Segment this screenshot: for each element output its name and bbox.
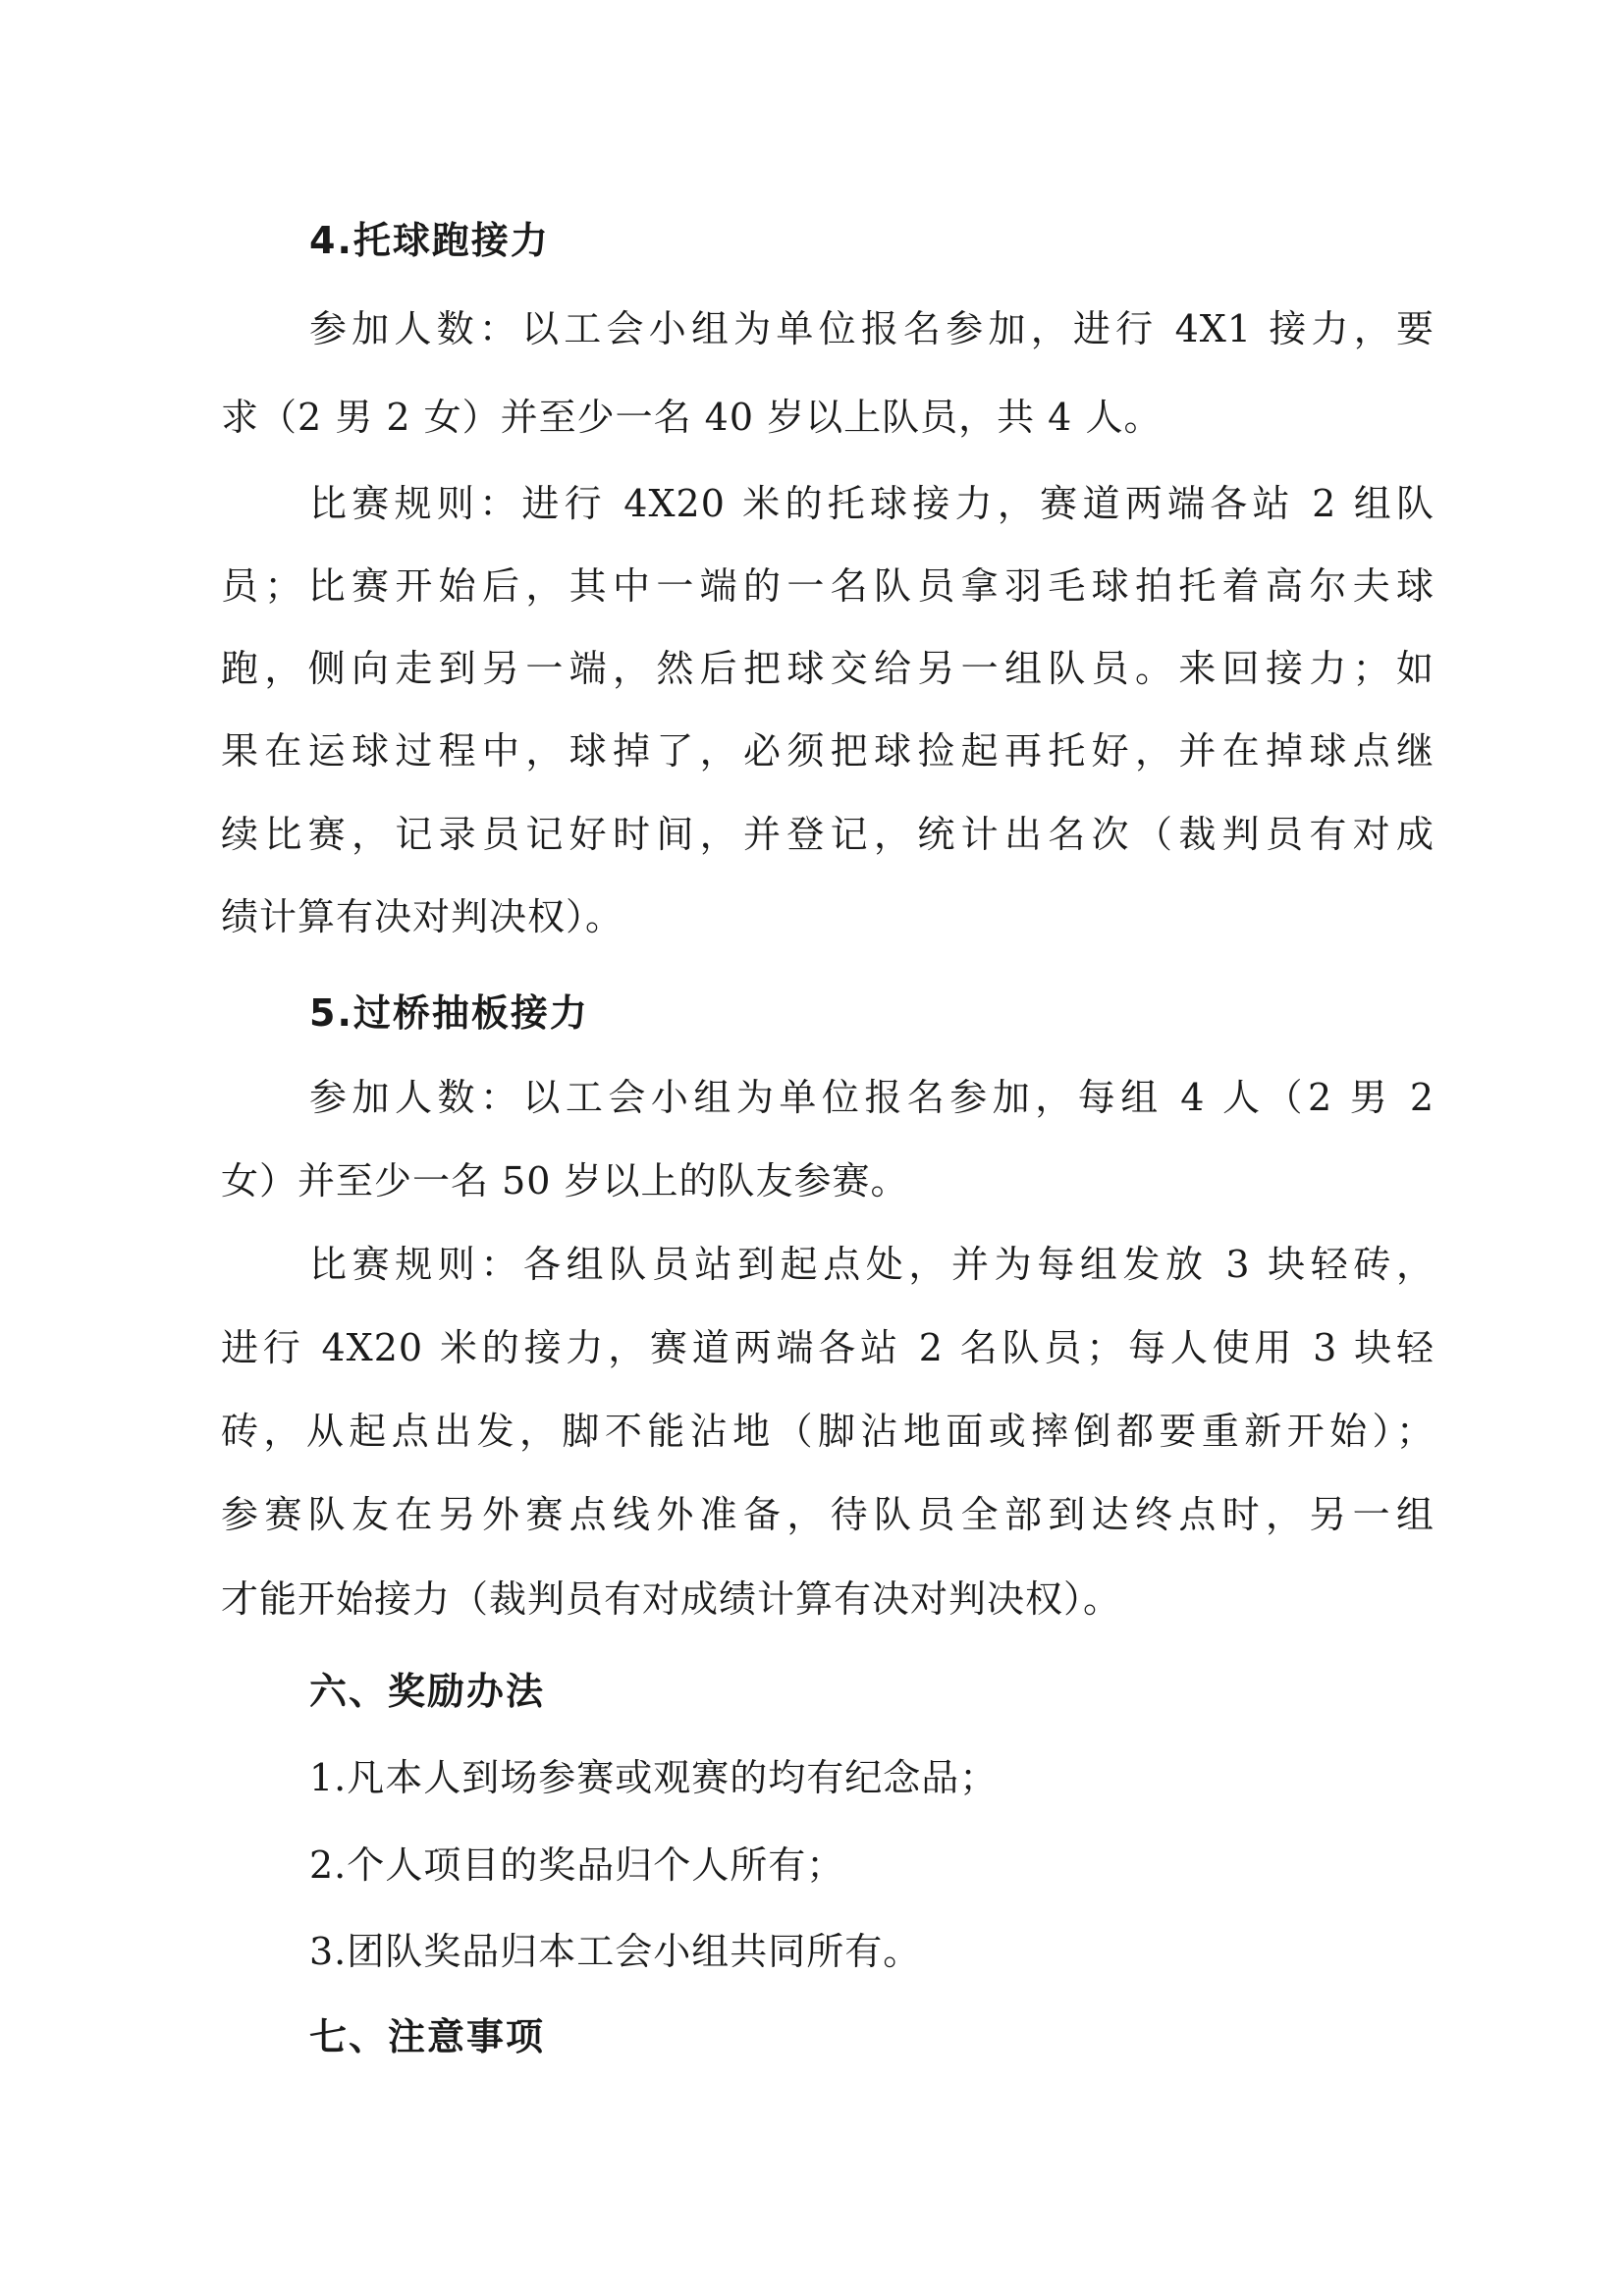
section6-item-2: 2.个人项目的奖品归个人所有； <box>309 1843 845 1887</box>
section6-item-3: 3.团队奖品归本工会小组共同所有。 <box>309 1930 922 1973</box>
section4-rules-line-6: 绩计算有决对判决权）。 <box>221 895 624 938</box>
section4-heading: 4.托球跑接力 <box>309 219 550 262</box>
section5-rules-line-4: 参赛队友在另外赛点线外准备，待队员全部到达终点时，另一组 <box>221 1493 1435 1536</box>
section4-rules-line-4: 果在运球过程中，球掉了，必须把球捡起再托好，并在掉球点继 <box>221 729 1435 773</box>
section4-participants-line-2: 求（2 男 2 女）并至少一名 40 岁以上队员，共 4 人。 <box>221 396 1163 439</box>
section4-rules-line-1: 比赛规则：进行 4X20 米的托球接力，赛道两端各站 2 组队 <box>309 482 1435 525</box>
section6-item-1: 1.凡本人到场参赛或观赛的均有纪念品； <box>309 1756 999 1799</box>
section5-rules-line-2: 进行 4X20 米的接力，赛道两端各站 2 名队员；每人使用 3 块轻 <box>221 1326 1435 1369</box>
section5-participants-line-2: 女）并至少一名 50 岁以上的队友参赛。 <box>221 1159 909 1202</box>
section5-rules-line-5: 才能开始接力（裁判员有对成绩计算有决对判决权）。 <box>221 1577 1122 1621</box>
section4-participants-line-1: 参加人数：以工会小组为单位报名参加，进行 4X1 接力，要 <box>309 307 1435 350</box>
section5-rules-line-3: 砖，从起点出发，脚不能沾地（脚沾地面或摔倒都要重新开始）； <box>221 1410 1435 1453</box>
section7-heading: 七、注意事项 <box>309 2015 546 2058</box>
section5-participants-line-1: 参加人数：以工会小组为单位报名参加，每组 4 人（2 男 2 <box>309 1076 1435 1119</box>
section4-rules-line-2: 员；比赛开始后，其中一端的一名队员拿羽毛球拍托着高尔夫球 <box>221 564 1435 608</box>
section6-heading: 六、奖励办法 <box>309 1670 546 1713</box>
section4-rules-line-5: 续比赛，记录员记好时间，并登记，统计出名次（裁判员有对成 <box>221 813 1435 856</box>
section5-rules-line-1: 比赛规则：各组队员站到起点处，并为每组发放 3 块轻砖， <box>309 1243 1435 1286</box>
section5-heading: 5.过桥抽板接力 <box>309 991 589 1035</box>
section4-rules-line-3: 跑，侧向走到另一端，然后把球交给另一组队员。来回接力；如 <box>221 647 1435 690</box>
